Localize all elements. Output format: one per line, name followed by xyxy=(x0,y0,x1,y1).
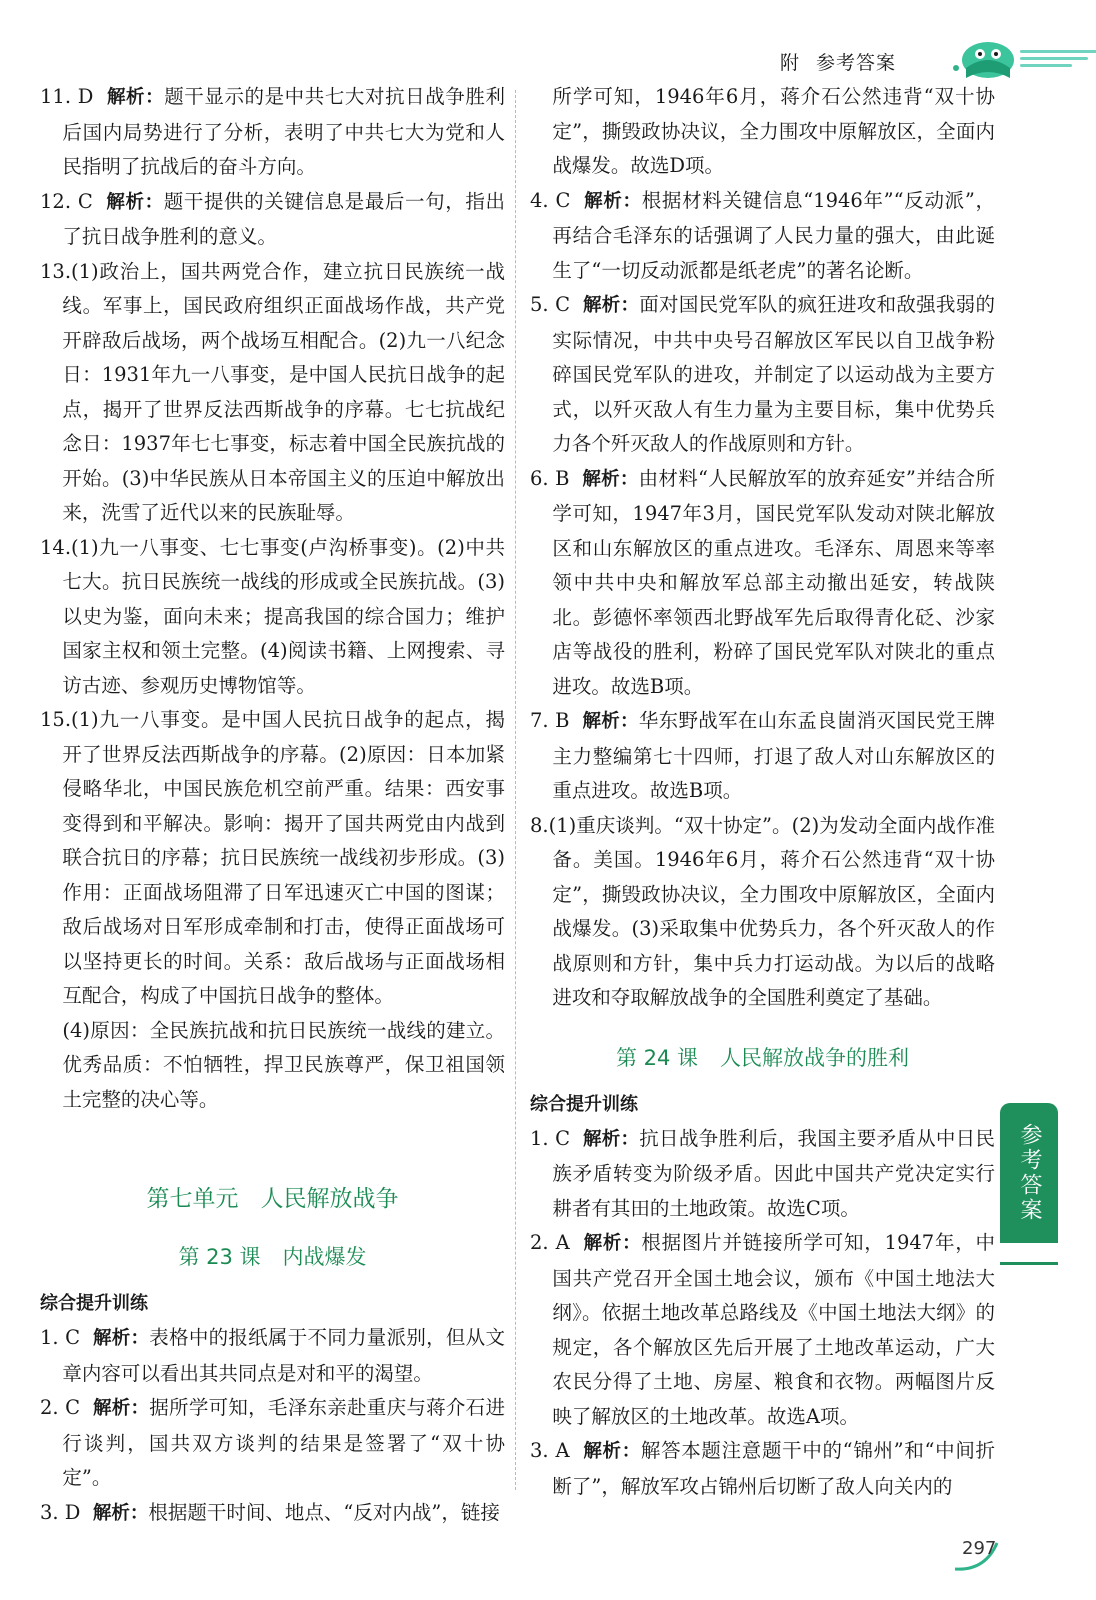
answer-side-tab: 参考答案 xyxy=(1000,1103,1058,1243)
answer-item: 3. D 解析：根据题干时间、地点、“反对内战”，链接 xyxy=(40,1500,500,1524)
answer-item: 5. C 解析：面对国民党军队的疯狂进攻和敌强我弱的实际情况，中共中央号召解放区军民以自卫战争粉碎国民党军队的进攻，并制定了以运动战为主要方式，以歼灭敌人有生力量为主要目标，集中优势兵力各个歼灭敌人的作战原则和方针。 xyxy=(530,293,995,455)
answer-item: 1. C 解析：抗日战争胜利后，我国主要矛盾从中日民族矛盾转变为阶级矛盾。因此中国共产党决定实行耕者有其田的土地政策。故选C项。 xyxy=(530,1126,995,1220)
right-column xyxy=(530,80,995,1504)
header-title-text: 参考答案 xyxy=(816,52,897,74)
section-title: 综合提升训练 xyxy=(40,1293,148,1314)
lesson-title: 第 24 课 人民解放战争的胜利 xyxy=(615,1045,910,1070)
answer-item: 15.(1)九一八事变。是中国人民抗日战争的起点，揭开了世界反法西斯战争的序幕。(2)原因：日本加紧侵略华北，中国民族危机空前严重。结果：西安事变得到和平解决。影响：揭开了国共两党由内战到联合抗日的序幕；抗日民族统一战线初步形成。(3)作用：正面战场阻滞了日军迅速灭亡中国的图谋；敌后战场对日军形成牵制和打击，使得正面战场可以坚持更长的时间。关系：敌后战场与正面战场相互配合，构成了中国抗日战争的整体。 xyxy=(40,708,505,1007)
answer-continuation: (4)原因：全民族抗战和抗日民族统一战线的建立。优秀品质：不怕牺牲，捍卫民族尊严，保卫祖国领土完整的决心等。 xyxy=(62,1018,505,1111)
answer-item: 14.(1)九一八事变、七七事变(卢沟桥事变)。(2)中共七大。抗日民族统一战线的形成或全民族抗战。(3)以史为鉴，面向未来；提高我国的综合国力；维护国家主权和领土完整。(4)阅读书籍、上网搜索、寻访古迹、参观历史博物馆等。 xyxy=(40,535,505,697)
answer-item: 12. C 解析：题干提供的关键信息是最后一句，指出了抗日战争胜利的意义。 xyxy=(40,189,505,248)
answer-item: 2. C 解析：据所学可知，毛泽东亲赴重庆与蒋介石进行谈判，国共双方谈判的结果是签署了“双十协定”。 xyxy=(40,1396,505,1489)
section-title: 综合提升训练 xyxy=(530,1093,638,1115)
left-column xyxy=(40,80,505,1531)
answer-item: 13.(1)政治上，国共两党合作，建立抗日民族统一战线。军事上，国民政府组织正面战场作战，共产党开辟敌后战场，两个战场互相配合。(2)九一八纪念日：1931年九一八事变，是中国人民抗日战争的起点，揭开了世界反法西斯战争的序幕。七七抗战纪念日：1937年七七事变，标志着中国全民族抗战的开始。(3)中华民族从日本帝国主义的压迫中解放出来，洗雪了近代以来的民族耻辱。 xyxy=(40,259,505,524)
answer-item: 2. A 解析：根据图片并链接所学可知，1947年，中国共产党召开全国土地会议，颁布《中国土地法大纲》。依据土地改革总路线及《中国土地法大纲》的规定，各个解放区先后开展了土地改革运动，广大农民分得了土地、房屋、粮食和衣物。两幅图片反映了解放区的土地改革。故选A项。 xyxy=(530,1231,995,1428)
header-prefix: 附 xyxy=(780,52,801,74)
answer-item: 1. C 解析：表格中的报纸属于不同力量派别，但从文章内容可以看出其共同点是对和平的渴望。 xyxy=(40,1326,505,1385)
side-tab-underline xyxy=(1000,1262,1058,1265)
answer-item: 3. A 解析：解答本题注意题干中的“锦州”和“中间折断了”，解放军攻占锦州后切断了敌人向关内的 xyxy=(530,1439,995,1498)
answer-item: 7. B 解析：华东野战军在山东孟良崮消灭国民党王牌主力整编第七十四师，打退了敌人对山东解放区的重点进攻。故选B项。 xyxy=(530,709,995,802)
column-divider xyxy=(515,90,516,1490)
header-decoration xyxy=(1020,50,1096,71)
page-header xyxy=(730,38,1080,82)
answer-item: 8.(1)重庆谈判。“双十协定”。(2)为发动全面内战作准备。美国。1946年6月，蒋介石公然违背“双十协定”，撕毁政协决议，全力围攻中原解放区，全面内战爆发。(3)采取集中优势兵力，各个歼灭敌人的作战原则和方针，集中兵力打运动战。为以后的战略进攻和夺取解放战争的全国胜利奠定了基础。 xyxy=(530,813,995,1009)
lesson-title: 第 23 课 内战爆发 xyxy=(178,1245,367,1269)
unit-title: 第七单元 人民解放战争 xyxy=(146,1186,399,1212)
header-title xyxy=(780,48,896,75)
answer-item: 6. B 解析：由材料“人民解放军的放弃延安”并结合所学可知，1947年3月，国民党军队发动对陕北解放区和山东解放区的重点进攻。毛泽东、周恩来等率领中共中央和解放军总部主动撤出延安，转战陕北。彭德怀率领西北野战军先后取得青化砭、沙家店等战役的胜利，粉碎了国民党军队对陕北的重点进攻。故选B项。 xyxy=(530,466,995,698)
page-number: 297 xyxy=(962,1538,997,1559)
answer-item: 11. D 解析：题干显示的是中共七大对抗日战争胜利后国内局势进行了分析，表明了中共七大为党和人民指明了抗战后的奋斗方向。 xyxy=(40,85,505,178)
book-mascot-icon xyxy=(950,38,1020,82)
answer-item: 4. C 解析：根据材料关键信息“1946年”“反动派”，再结合毛泽东的话强调了人民力量的强大，由此诞生了“一切反动派都是纸老虎”的著名论断。 xyxy=(530,188,995,282)
answer-continuation: 所学可知，1946年6月，蒋介石公然违背“双十协定”，撕毁政协决议，全力围攻中原解放区，全面内战爆发。故选D项。 xyxy=(552,85,995,177)
